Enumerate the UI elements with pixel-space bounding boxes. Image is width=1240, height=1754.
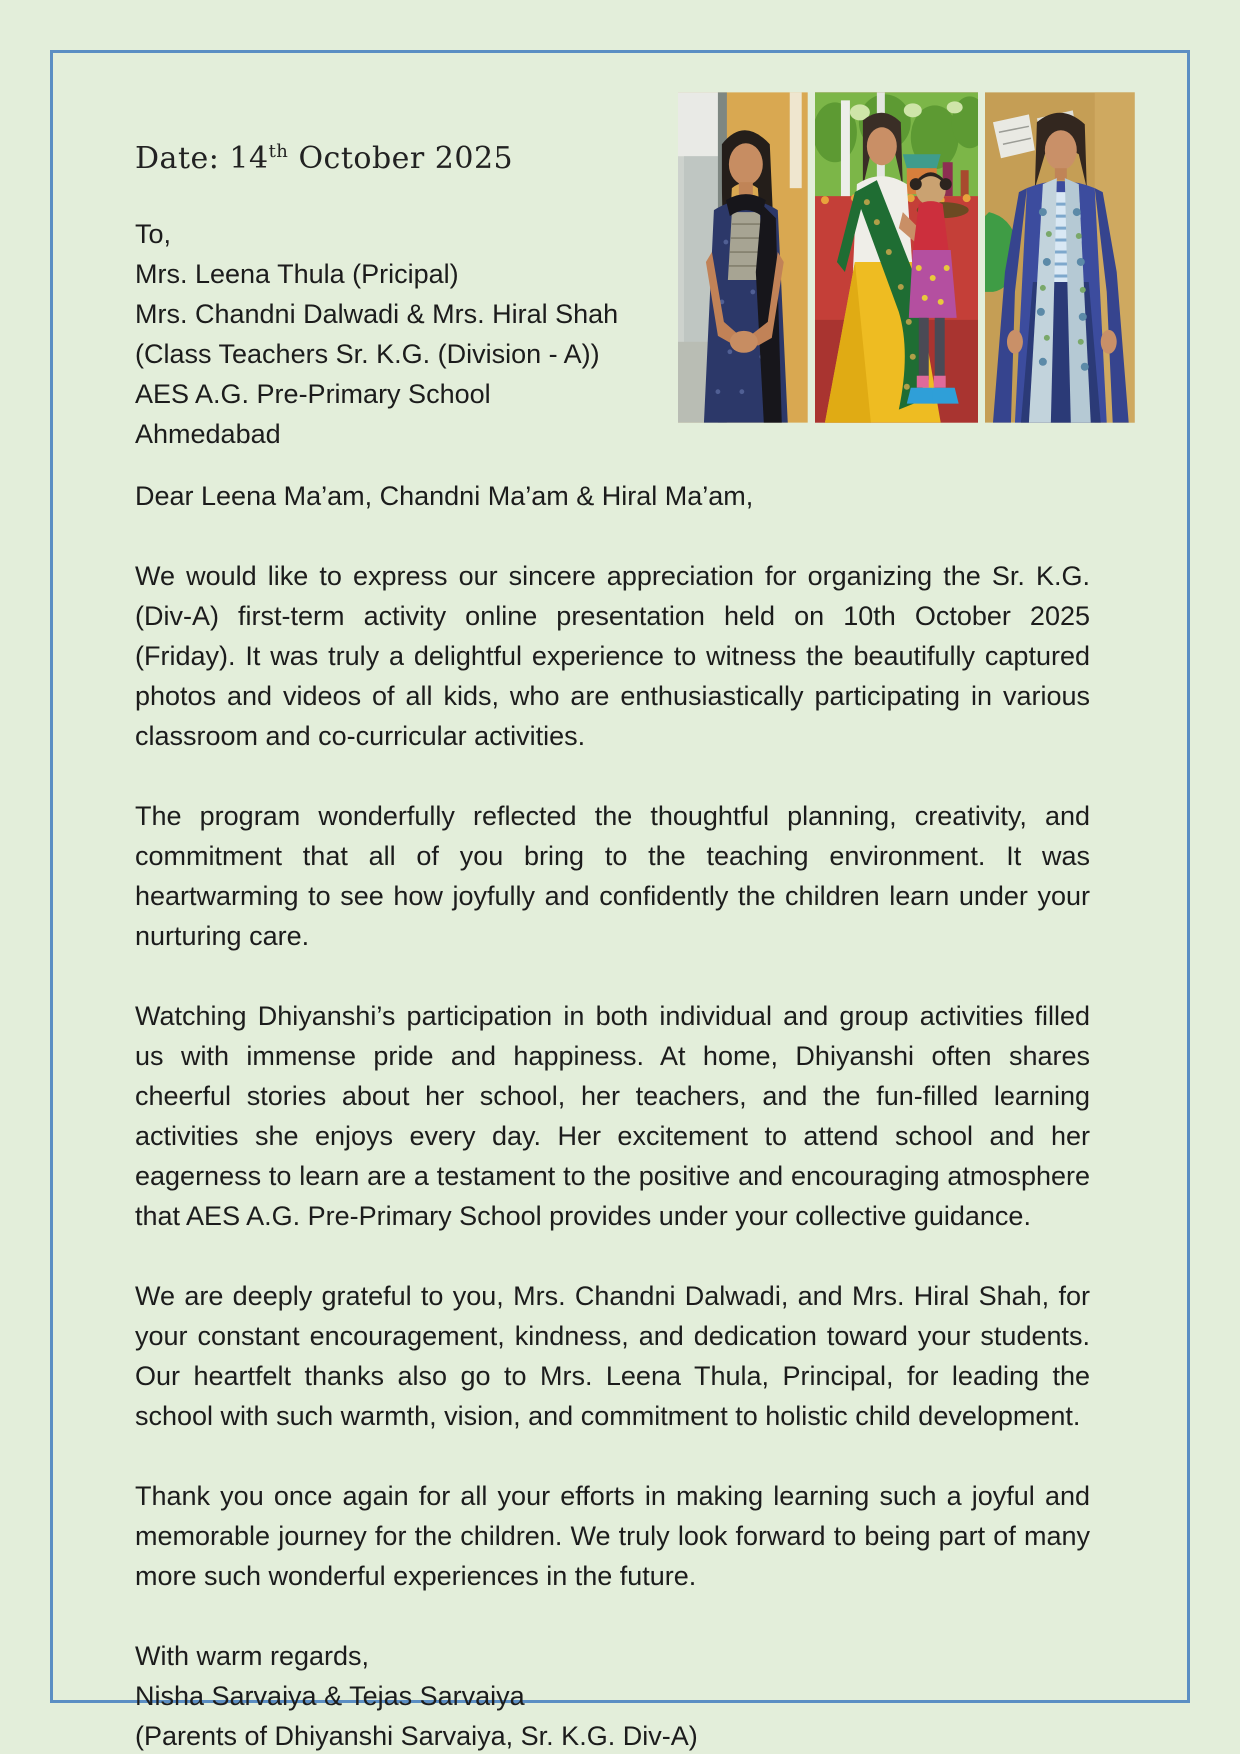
recipient-line: Ahmedabad [135, 419, 281, 449]
closing-block [135, 1636, 1090, 1754]
page-border-frame [50, 50, 1190, 1751]
paragraph-thanks: Thank you once again for all your efforts in making learning such a joyful and memorable journey for the children. We truly look forward to being part of many more such wonderful experiences in the future. [135, 1481, 1090, 1591]
recipient-block [135, 214, 1090, 454]
date-suffix: October 2025 [288, 141, 514, 176]
letter-body [135, 556, 1090, 1596]
recipient-line: Mrs. Chandni Dalwadi & Mrs. Hiral Shah [135, 299, 619, 329]
paragraph-gratitude: We are deeply grateful to you, Mrs. Chandni Dalwadi, and Mrs. Hiral Shah, for your constant encouragement, kindness, and dedication toward your students. Our heartfelt thanks also go to Mrs. Leena Thula, Principal, for leading the school with such warmth, vision, and commitment to holistic child development. [135, 1281, 1090, 1431]
salutation: Dear Leena Ma’am, Chandni Ma’am & Hiral Ma’am, [135, 481, 754, 511]
letter-content [135, 141, 1090, 1754]
paragraph-dhiyanshi: Watching Dhiyanshi’s participation in both individual and group activities filled us with immense pride and happiness. At home, Dhiyanshi often shares cheerful stories about her school, her teachers, and the fun-filled learning activities she enjoys every day. Her excitement to attend school and her eagerness to learn are a testament to the positive and encouraging atmosphere that AES A.G. Pre-Primary School provides under your collective guidance. [135, 1001, 1090, 1231]
closing-signature: Nisha Sarvaiya & Tejas Sarvaiya [135, 1681, 525, 1711]
recipient-line: (Class Teachers Sr. K.G. (Division - A)) [135, 339, 600, 369]
closing-parents-note: (Parents of Dhiyanshi Sarvaiya, Sr. K.G. Div-A) [135, 1721, 698, 1751]
date-prefix: Date: 14 [135, 141, 269, 176]
recipient-line: AES A.G. Pre-Primary School [135, 379, 491, 409]
recipient-line: To, [135, 219, 172, 249]
date-ordinal-superscript: th [268, 141, 289, 162]
recipient-line: Mrs. Leena Thula (Pricipal) [135, 259, 459, 289]
paragraph-appreciation: We would like to express our sincere appreciation for organizing the Sr. K.G. (Div-A) first-term activity online presentation held on 10th October 2025 (Friday). It was truly a delightful experience to witness the beautifully captured photos and videos of all kids, who are enthusiastically participating in various classroom and co-curricular activities. [135, 561, 1090, 751]
paragraph-program: The program wonderfully reflected the thoughtful planning, creativity, and commitment that all of you bring to the teaching environment. It was heartwarming to see how joyfully and confidently the children learn under your nurturing care. [135, 801, 1090, 951]
date-line [135, 141, 1090, 176]
closing-regards: With warm regards, [135, 1641, 370, 1671]
